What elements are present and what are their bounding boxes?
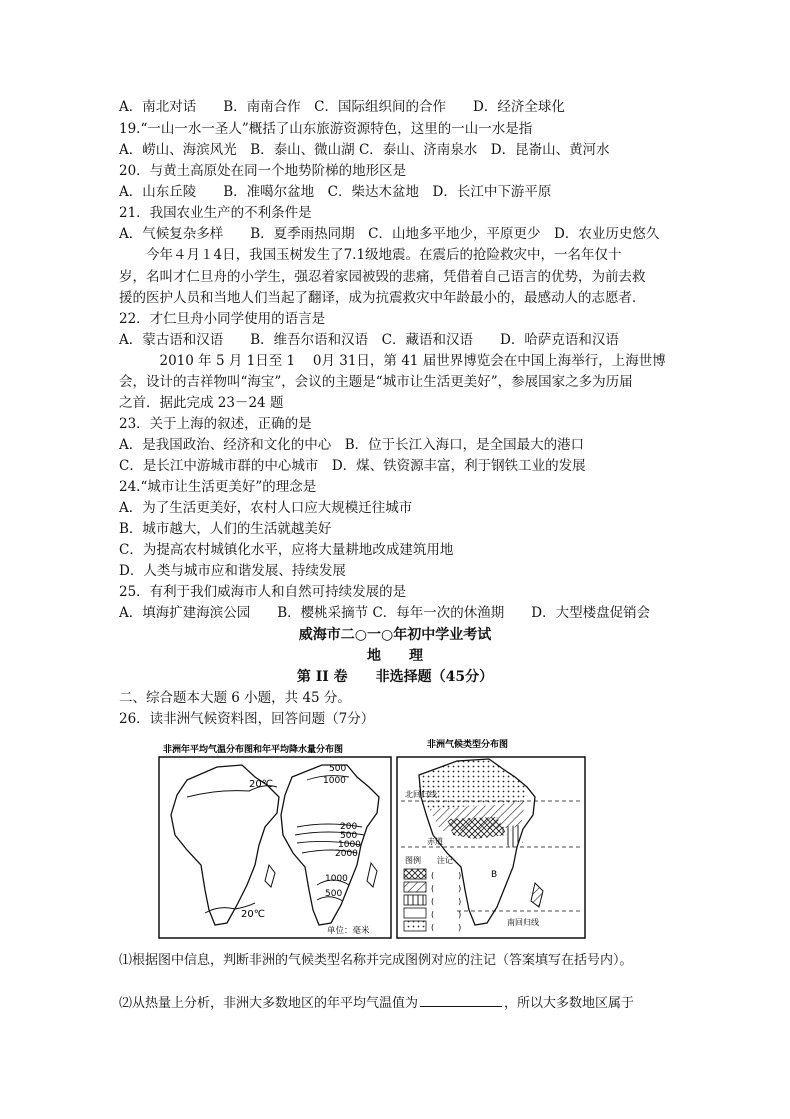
- precip-label: 2000: [335, 849, 358, 859]
- left-panel-title: 非洲年平均气温分布图和年平均降水量分布图: [163, 745, 344, 755]
- legend-note: ( ): [431, 910, 462, 919]
- yushu-passage-line-3: 援的医护人员和当地人们当起了翻译，成为抗震救灾中年龄最小的，最感动人的志愿者．: [119, 290, 646, 306]
- isotherm-north-label: 20℃: [249, 779, 273, 790]
- expo-passage-line-2: 会，设计的吉祥物叫“海宝”，会议的主题是“城市让生活更美好”，参展国家之多为历届: [119, 374, 633, 390]
- yushu-passage-line-1: 今年４月１4日，我国玉树发生了7.1级地震。在震后的抢险救灾中，一名年仅十: [119, 247, 622, 263]
- legend-note: ( ): [431, 884, 462, 893]
- subject-title: 地 理: [367, 648, 423, 664]
- q23-options-cd: C．是长江中游城市群的中心城市 D．煤、铁资源丰富，利于钢铁工业的发展: [119, 458, 586, 474]
- madagascar-outline-2: [367, 863, 377, 887]
- legend-swatch-3: [404, 895, 426, 905]
- q22-options: A．蒙古语和汉语 B．维吾尔语和汉语 C．藏语和汉语 D．哈萨克语和汉语: [119, 332, 619, 348]
- q20-options: A．山东丘陵 B．准噶尔盆地 C．柴达木盆地 D．长江中下游平原: [119, 184, 552, 200]
- q21-stem: 21．我国农业生产的不利条件是: [119, 205, 312, 221]
- equator-label: 赤道: [427, 837, 443, 846]
- q25-options: A．填海扩建海滨公园 B．樱桃采摘节 C．每年一次的休渔期 D．大型楼盘促销会: [119, 605, 651, 621]
- exam-title: 威海市二○一○年初中学业考试: [298, 627, 492, 643]
- expo-passage-line-3: 之首．据此完成 23－24 题: [119, 395, 284, 411]
- desert-zone: [419, 759, 527, 809]
- isotherm-south-label: 20℃: [241, 909, 265, 920]
- precip-label: 500: [329, 764, 347, 774]
- precip-label: 200: [340, 822, 358, 832]
- precip-label: 1000: [323, 776, 346, 786]
- africa-climate-figure: [157, 735, 587, 940]
- legend-swatch-4: [404, 908, 426, 918]
- legend-swatch-1: [404, 869, 426, 879]
- precip-label: 500: [340, 831, 358, 841]
- madagascar-outline-3: [531, 883, 543, 907]
- precip-label: 500: [325, 889, 343, 899]
- legend-note: ( ): [431, 923, 462, 932]
- notes-title: 注记: [437, 856, 453, 865]
- q18-options: A．南北对话 B．南南合作 C．国际组织间的合作 D．经济全球化: [119, 99, 565, 115]
- q24-option-d: D．人类与城市应和谐发展、持续发展: [119, 563, 346, 579]
- q24-option-c: C．为提高农村城镇化水平，应将大量耕地改成建筑用地: [119, 542, 454, 558]
- q21-options: A．气候复杂多样 B．夏季雨热同期 C．山地多平地少，平原更少 D．农业历史悠久: [119, 226, 660, 242]
- section-2-heading: 二、综合题本大题 6 小题，共 45 分。: [119, 690, 351, 706]
- q24-stem: 24.“城市让生活更美好”的理念是: [119, 479, 317, 495]
- madagascar-outline-1: [265, 865, 275, 887]
- tropic-south-label: 南回归线: [507, 918, 539, 927]
- expo-passage-line-1: 2010 年 5 月 1日至 1 0月 31日，第 41 届世界博览会在中国上海举行，上海世博: [119, 353, 666, 369]
- part-title: 第 II 卷 非选择题（45分）: [296, 669, 494, 685]
- precip-label: 1000: [338, 840, 361, 850]
- legend-note: ( ): [431, 897, 462, 906]
- unit-label: 单位：毫米: [327, 926, 370, 936]
- q23-options-ab: A．是我国政治、经济和文化的中心 B．位于长江入海口，是全国最大的港口: [119, 437, 585, 453]
- legend-swatch-5: [404, 921, 426, 931]
- q26-part-1: ⑴根据图中信息，判断非洲的气候类型名称并完成图例对应的注记（答案填写在括号内）。: [119, 953, 633, 968]
- legend-note: ( ): [431, 871, 462, 880]
- q26-part-2: [119, 994, 634, 1013]
- q20-stem: 20．与黄土高原处在同一个地势阶梯的地形区是: [119, 163, 407, 179]
- q22-stem: 22．才仁旦舟小同学使用的语言是: [119, 311, 326, 327]
- q23-stem: 23．关于上海的叙述，正确的是: [119, 416, 312, 432]
- legend-swatch-2: [404, 882, 426, 892]
- legend-title: 图例: [405, 856, 421, 865]
- answer-blank[interactable]: [420, 994, 502, 1007]
- yushu-passage-line-2: 岁，名叫才仁旦舟的小学生，强忍着家园被毁的悲痛，凭借着自己语言的优势，为前去救: [119, 269, 646, 285]
- q19-stem: 19.“一山一水一圣人”概括了山东旅游资源特色，这里的一山一水是指: [119, 121, 533, 137]
- q19-options: A．崂山、海滨风光 B．泰山、微山湖 C．泰山、济南泉水 D．昆嵛山、黄河水: [119, 142, 610, 158]
- right-panel-title: 非洲气候类型分布图: [427, 740, 509, 750]
- zone-label: B: [491, 870, 498, 880]
- q26-part-2-suffix: ，所以大多数地区属于: [504, 996, 635, 1011]
- q24-option-a: A．为了生活更美好，农村人口应大规模迁往城市: [119, 500, 413, 516]
- rainforest-zone: [447, 817, 507, 839]
- q24-option-b: B．城市越大，人们的生活就越美好: [119, 521, 332, 537]
- africa-outline-precipitation: [281, 765, 379, 925]
- q26-stem: 26．读非洲气候资料图，回答问题（7分）: [119, 711, 375, 727]
- precip-label: 1000: [325, 874, 348, 884]
- q26-part-2-prefix: ⑵从热量上分析，非洲大多数地区的年平均气温值为: [119, 996, 419, 1011]
- tropic-north-label: 北回归线: [405, 790, 437, 799]
- q25-stem: 25．有利于我们威海市人和自然可持续发展的是: [119, 584, 407, 600]
